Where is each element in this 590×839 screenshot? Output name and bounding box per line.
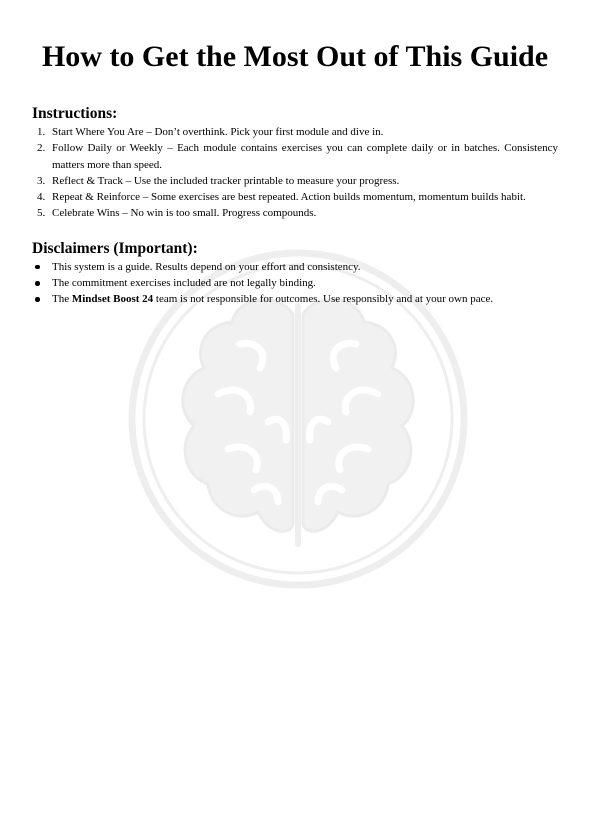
disclaimers-heading: Disclaimers (Important):	[32, 239, 198, 257]
instructions-section	[32, 105, 558, 222]
disclaimer-prefix: The	[52, 293, 72, 306]
disclaimer-text: This system is a guide. Results depend on your effort and consistency.	[52, 260, 361, 273]
bullet-icon	[35, 281, 40, 286]
instruction-item	[32, 189, 558, 205]
instructions-list	[32, 124, 558, 222]
instruction-number: 2.	[37, 142, 46, 155]
instruction-item	[32, 140, 558, 173]
disclaimer-text: The commitment exercises included are not legally binding.	[52, 277, 316, 290]
instruction-number: 1.	[37, 126, 46, 138]
instruction-text: Start Where You Are – Don’t overthink. Pick your first module and dive in.	[52, 126, 384, 138]
disclaimers-list	[32, 259, 558, 308]
instruction-item	[32, 205, 558, 221]
document-page	[0, 0, 590, 308]
disclaimers-section	[32, 240, 558, 308]
disclaimer-item	[32, 259, 558, 275]
instruction-text: Celebrate Wins – No win is too small. Progress compounds.	[52, 207, 317, 220]
instruction-text: Reflect & Track – Use the included tracker printable to measure your progress.	[52, 174, 400, 187]
instruction-text: Follow Daily or Weekly – Each module contains exercises you can complete daily or in batches. Consistency matters more than speed.	[52, 142, 558, 171]
brand-name: Mindset Boost 24	[71, 293, 154, 306]
bullet-icon	[35, 297, 40, 302]
instructions-heading: Instructions:	[32, 105, 118, 122]
disclaimer-suffix: team is not responsible for outcomes. Use responsibly and at your own pace.	[153, 293, 494, 306]
bullet-icon	[35, 265, 40, 270]
disclaimer-item	[32, 275, 558, 291]
instruction-number: 3.	[37, 174, 46, 187]
page-title: How to Get the Most Out of This Guide	[41, 40, 549, 73]
disclaimer-item	[32, 291, 558, 307]
instruction-item	[32, 173, 558, 189]
instruction-number: 4.	[37, 191, 46, 204]
instruction-number: 5.	[37, 207, 46, 220]
instruction-text: Repeat & Reinforce – Some exercises are best repeated. Action builds momentum, momentum builds habit.	[52, 191, 526, 204]
instruction-item	[32, 124, 558, 140]
